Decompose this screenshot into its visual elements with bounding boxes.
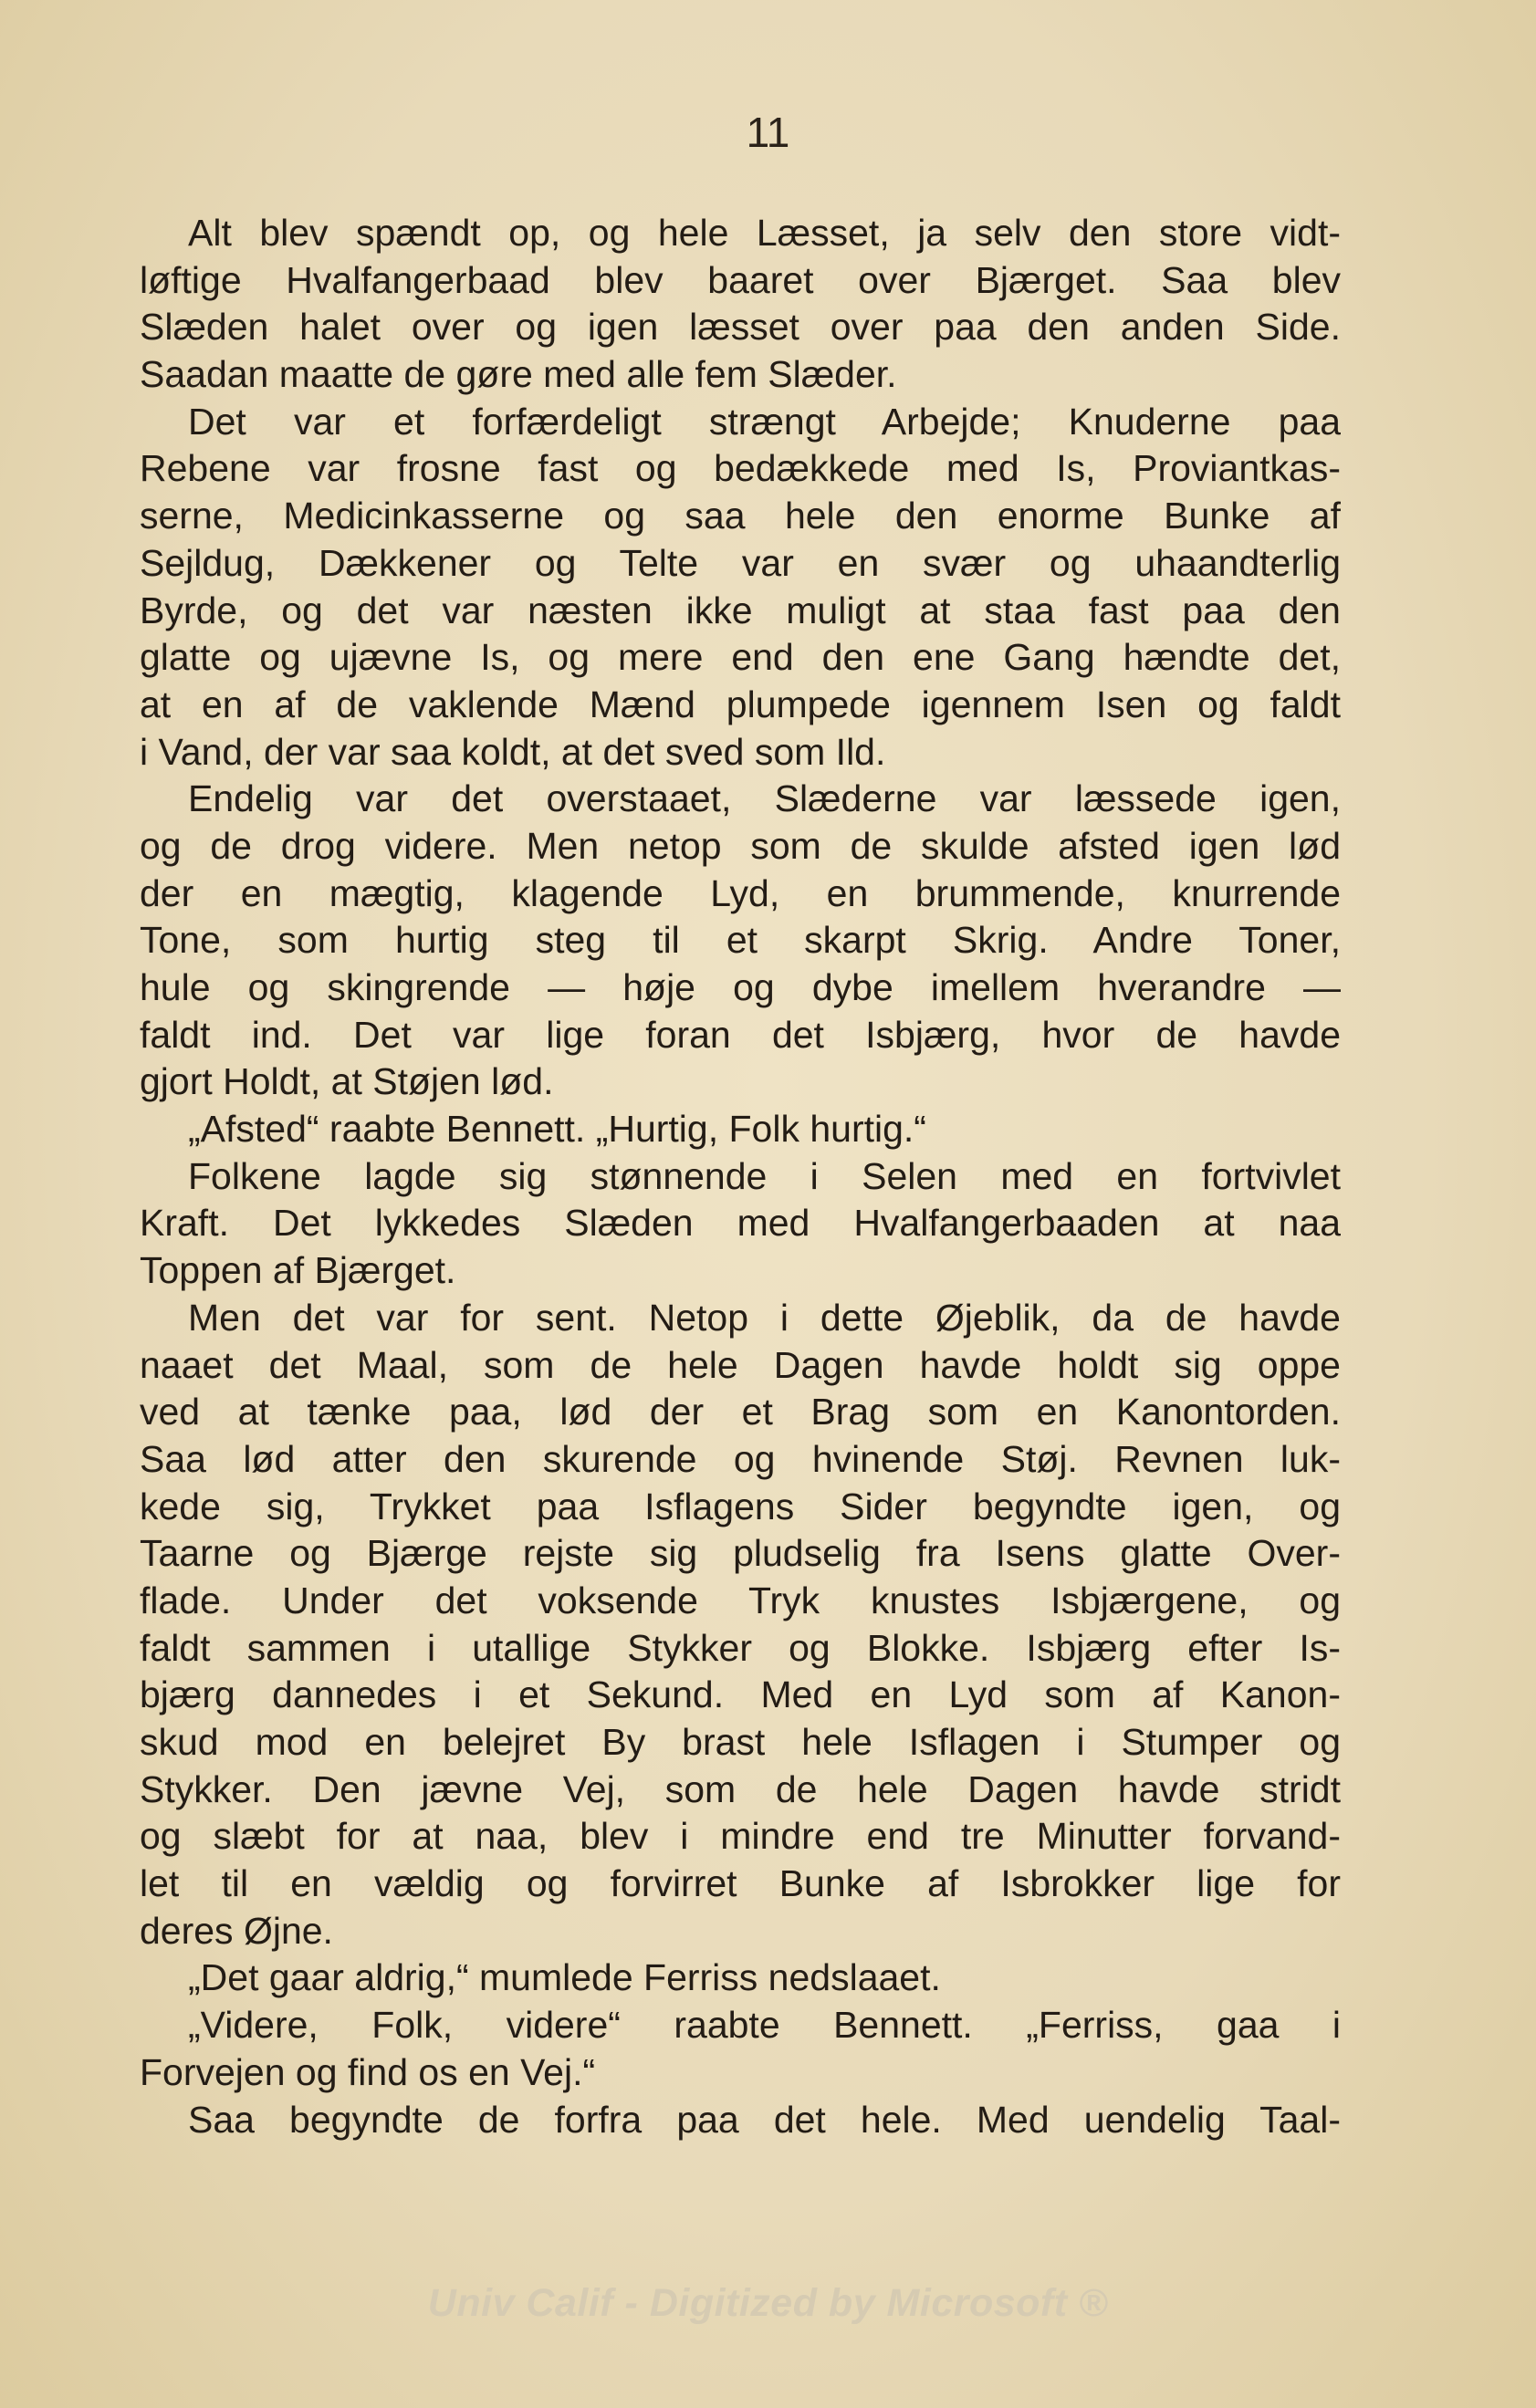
text-line: der en mægtig, klagende Lyd, en brummende, knurrende	[140, 871, 1341, 914]
text-line: faldt ind. Det var lige foran det Isbjærg, hvor de havde	[140, 1013, 1341, 1056]
text-line: Saadan maatte de gøre med alle fem Slæder.	[140, 353, 897, 396]
text-line: Alt blev spændt op, og hele Læsset, ja selv den store vidt-	[188, 212, 1341, 254]
text-line: Byrde, og det var næsten ikke muligt at staa fast paa den	[140, 589, 1341, 631]
text-line: flade. Under det voksende Tryk knustes Isbjærgene, og	[140, 1579, 1341, 1621]
text-line: bjærg dannedes i et Sekund. Med en Lyd som af Kanon-	[140, 1673, 1341, 1716]
text-line: Folkene lagde sig stønnende i Selen med en fortvivlet	[188, 1154, 1341, 1197]
text-line: Men det var for sent. Netop i dette Øjeblik, da de havde	[188, 1296, 1341, 1339]
text-line: deres Øjne.	[140, 1909, 333, 1952]
text-line: og de drog videre. Men netop som de skulde afsted igen lød	[140, 824, 1341, 867]
text-line: Stykker. Den jævne Vej, som de hele Dagen havde stridt	[140, 1767, 1341, 1810]
text-line: „Afsted“ raabte Bennett. „Hurtig, Folk hurtig.“	[188, 1108, 926, 1151]
text-line: ved at tænke paa, lød der et Brag som en Kanontorden.	[140, 1391, 1341, 1433]
text-line: Sejldug, Dækkener og Telte var en svær og uhaandterlig	[140, 541, 1341, 584]
body-text	[140, 210, 1341, 2143]
digitization-watermark: Univ Calif - Digitized by Microsoft ®	[427, 2281, 1109, 2325]
text-line: Kraft. Det lykkedes Slæden med Hvalfangerbaaden at naa	[140, 1202, 1341, 1245]
text-line: Rebene var frosne fast og bedækkede med Is, Proviantkas-	[140, 447, 1341, 490]
text-line: og slæbt for at naa, blev i mindre end tre Minutter forvand-	[140, 1815, 1341, 1858]
text-line: let til en vældig og forvirret Bunke af Isbrokker lige for	[140, 1862, 1341, 1905]
text-line: at en af de vaklende Mænd plumpede igennem Isen og faldt	[140, 683, 1341, 725]
text-line: „Videre, Folk, videre“ raabte Bennett. „Ferriss, gaa i	[188, 2004, 1341, 2047]
text-line: skud mod en belejret By brast hele Isflagen i Stumper og	[140, 1721, 1341, 1763]
text-line: Taarne og Bjærge rejste sig pludselig fra Isens glatte Over-	[140, 1532, 1341, 1575]
text-line: Toppen af Bjærget.	[140, 1249, 456, 1292]
text-line: glatte og ujævne Is, og mere end den ene Gang hændte det,	[140, 636, 1341, 679]
text-line: gjort Holdt, at Støjen lød.	[140, 1060, 554, 1103]
text-line: kede sig, Trykket paa Isflagens Sider begyndte igen, og	[140, 1485, 1341, 1527]
text-line: naaet det Maal, som de hele Dagen havde holdt sig oppe	[140, 1343, 1341, 1386]
text-line: i Vand, der var saa koldt, at det sved som Ild.	[140, 730, 886, 773]
text-line: løftige Hvalfangerbaad blev baaret over Bjærget. Saa blev	[140, 258, 1341, 301]
page-number: 11	[746, 109, 790, 156]
text-line: Endelig var det overstaaet, Slæderne var læssede igen,	[188, 777, 1341, 820]
text-line: Slæden halet over og igen læsset over paa den anden Side.	[140, 306, 1341, 349]
text-line: Det var et forfærdeligt strængt Arbejde; Knuderne paa	[188, 400, 1341, 443]
text-line: Forvejen og find os en Vej.“	[140, 2050, 596, 2093]
text-line: faldt sammen i utallige Stykker og Blokke. Isbjærg efter Is-	[140, 1626, 1341, 1669]
text-line: serne, Medicinkasserne og saa hele den enorme Bunke af	[140, 495, 1341, 537]
text-line: Tone, som hurtig steg til et skarpt Skrig. Andre Toner,	[140, 919, 1341, 962]
text-line: Saa lød atter den skurende og hvinende Støj. Revnen luk-	[140, 1437, 1341, 1480]
text-line: hule og skingrende — høje og dybe imellem hverandre —	[140, 966, 1341, 1008]
text-line: Saa begyndte de forfra paa det hele. Med uendelig Taal-	[188, 2098, 1341, 2141]
text-line: „Det gaar aldrig,“ mumlede Ferriss nedslaaet.	[188, 1956, 941, 1999]
